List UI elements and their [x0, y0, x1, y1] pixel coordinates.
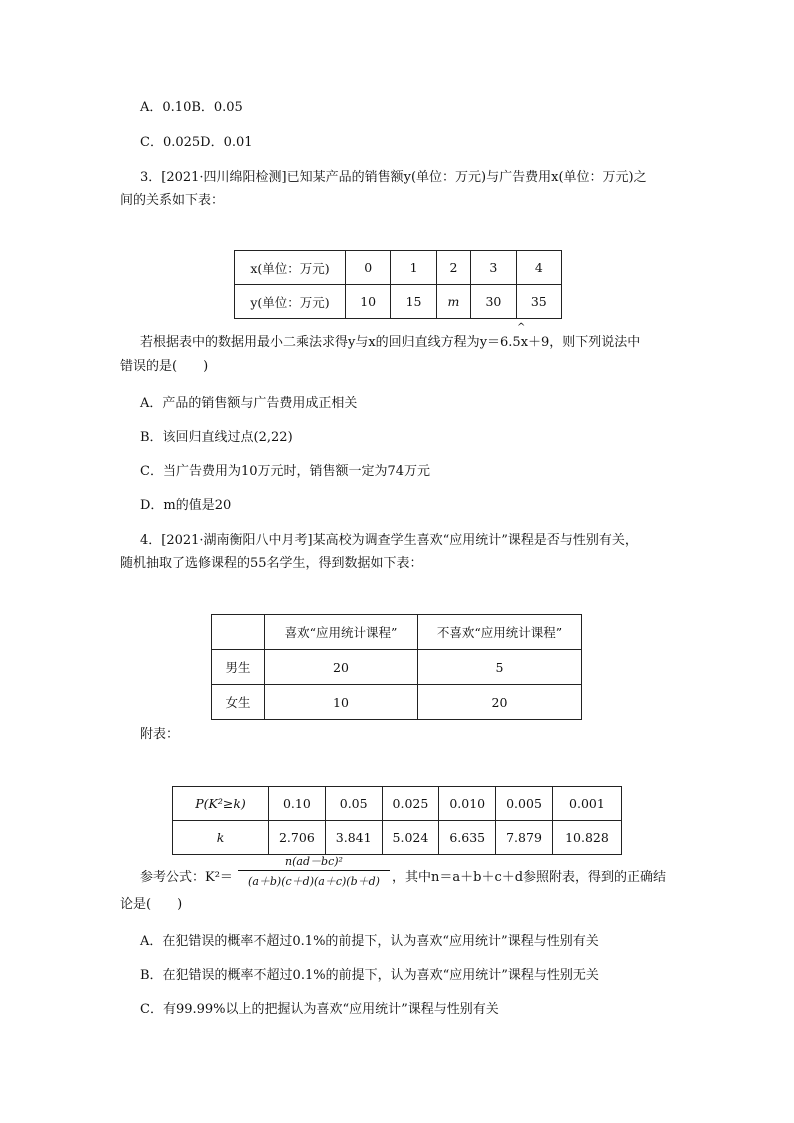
q3-option-a: A．产品的销售额与广告费用成正相关: [140, 396, 358, 411]
appendix-k-cell: 2.706: [269, 821, 326, 855]
q3-y-cell: 35: [516, 285, 561, 319]
formula-numerator: n(ad－bc)²: [238, 853, 390, 871]
q2-option-ab: A．0.10B．0.05: [140, 100, 243, 115]
q3-x-label: x(单位：万元): [235, 251, 346, 285]
q4-table-header-row: [212, 615, 582, 650]
q3-data-table: [234, 250, 562, 319]
q3-y-label: y(单位：万元): [235, 285, 346, 319]
appendix-p-cell: 0.010: [439, 787, 496, 821]
q3-y-cell: 30: [471, 285, 516, 319]
q3-y-cell: m: [436, 285, 471, 319]
q3-x-cell: 3: [471, 251, 516, 285]
q4-option-c: C．有99.99%以上的把握认为喜欢“应用统计”课程与性别有关: [140, 1002, 499, 1017]
q4-table-row: [212, 685, 582, 720]
q3-y-cell: 15: [391, 285, 436, 319]
q2-option-cd: C．0.025D．0.01: [140, 135, 253, 150]
q4-option-b: B．在犯错误的概率不超过0.1%的前提下，认为喜欢“应用统计”课程与性别无关: [140, 968, 599, 983]
formula-fraction: [238, 853, 390, 889]
q4-col-dislike: 不喜欢“应用统计课程”: [418, 615, 582, 650]
appendix-k-label: k: [173, 821, 269, 855]
q3-option-d: D．m的值是20: [140, 498, 232, 513]
q3-y-cell: 10: [346, 285, 391, 319]
q3-x-cell: 2: [436, 251, 471, 285]
q3-stem-line1: 3．[2021·四川绵阳检测]已知某产品的销售额y(单位：万元)与广告费用x(单位：万元)之: [140, 170, 647, 185]
q3-option-b: B．该回归直线过点(2,22): [140, 430, 293, 445]
appendix-row-k: [173, 821, 622, 855]
appendix-p-label: P(K²≥k): [173, 787, 269, 821]
q4-col-like: 喜欢“应用统计课程”: [265, 615, 418, 650]
appendix-table: [172, 786, 622, 855]
q3-question-line1: [140, 331, 640, 350]
appendix-k-cell: 5.024: [382, 821, 439, 855]
q4-question-line2: 论是( ): [120, 897, 183, 912]
q3-table-row-y: [235, 285, 562, 319]
q4-option-a: A．在犯错误的概率不超过0.1%的前提下，认为喜欢“应用统计”课程与性别有关: [140, 934, 599, 949]
appendix-p-cell: 0.005: [496, 787, 553, 821]
appendix-p-cell: 0.001: [552, 787, 621, 821]
q3-question-text-a: 若根据表中的数据用最小二乘法求得y与x的回归直线方程为: [140, 335, 480, 350]
appendix-k-cell: 10.828: [552, 821, 621, 855]
q4-table-corner: [212, 615, 265, 650]
q3-option-c: C．当广告费用为10万元时，销售额一定为74万元: [140, 464, 431, 479]
appendix-k-cell: 7.879: [496, 821, 553, 855]
q4-cell: 20: [265, 650, 418, 685]
formula-prefix: 参考公式：K²＝: [140, 870, 233, 885]
q4-row-label: 男生: [212, 650, 265, 685]
appendix-k-cell: 6.635: [439, 821, 496, 855]
q3-x-cell: 1: [391, 251, 436, 285]
q3-x-cell: 4: [516, 251, 561, 285]
q3-table-row-x: [235, 251, 562, 285]
q4-stem-line2: 随机抽取了选修课程的55名学生，得到数据如下表：: [120, 556, 423, 571]
q3-question-text-b: y＝6.5x＋9，则下列说法中: [479, 335, 641, 350]
appendix-p-cell: 0.05: [325, 787, 382, 821]
formula-suffix: ，其中n＝a＋b＋c＋d参照附表，得到的正确结: [392, 870, 667, 885]
q3-question-line2: 错误的是( ): [120, 359, 209, 374]
appendix-p-cell: 0.025: [382, 787, 439, 821]
q4-row-label: 女生: [212, 685, 265, 720]
q4-contingency-table: [211, 614, 582, 720]
appendix-row-p: [173, 787, 622, 821]
formula-denominator: (a＋b)(c＋d)(a＋c)(b＋d): [248, 875, 380, 888]
q4-cell: 5: [418, 650, 582, 685]
regression-hat-icon: ^: [517, 322, 526, 333]
appendix-label: 附表：: [140, 727, 180, 742]
q3-x-cell: 0: [346, 251, 391, 285]
q4-cell: 20: [418, 685, 582, 720]
q4-stem-line1: 4．[2021·湖南衡阳八中月考]某高校为调查学生喜欢“应用统计”课程是否与性别有关，: [140, 533, 638, 548]
appendix-k-cell: 3.841: [325, 821, 382, 855]
appendix-p-cell: 0.10: [269, 787, 326, 821]
q3-stem-line2: 间的关系如下表：: [120, 193, 225, 208]
q4-cell: 10: [265, 685, 418, 720]
q4-table-row: [212, 650, 582, 685]
